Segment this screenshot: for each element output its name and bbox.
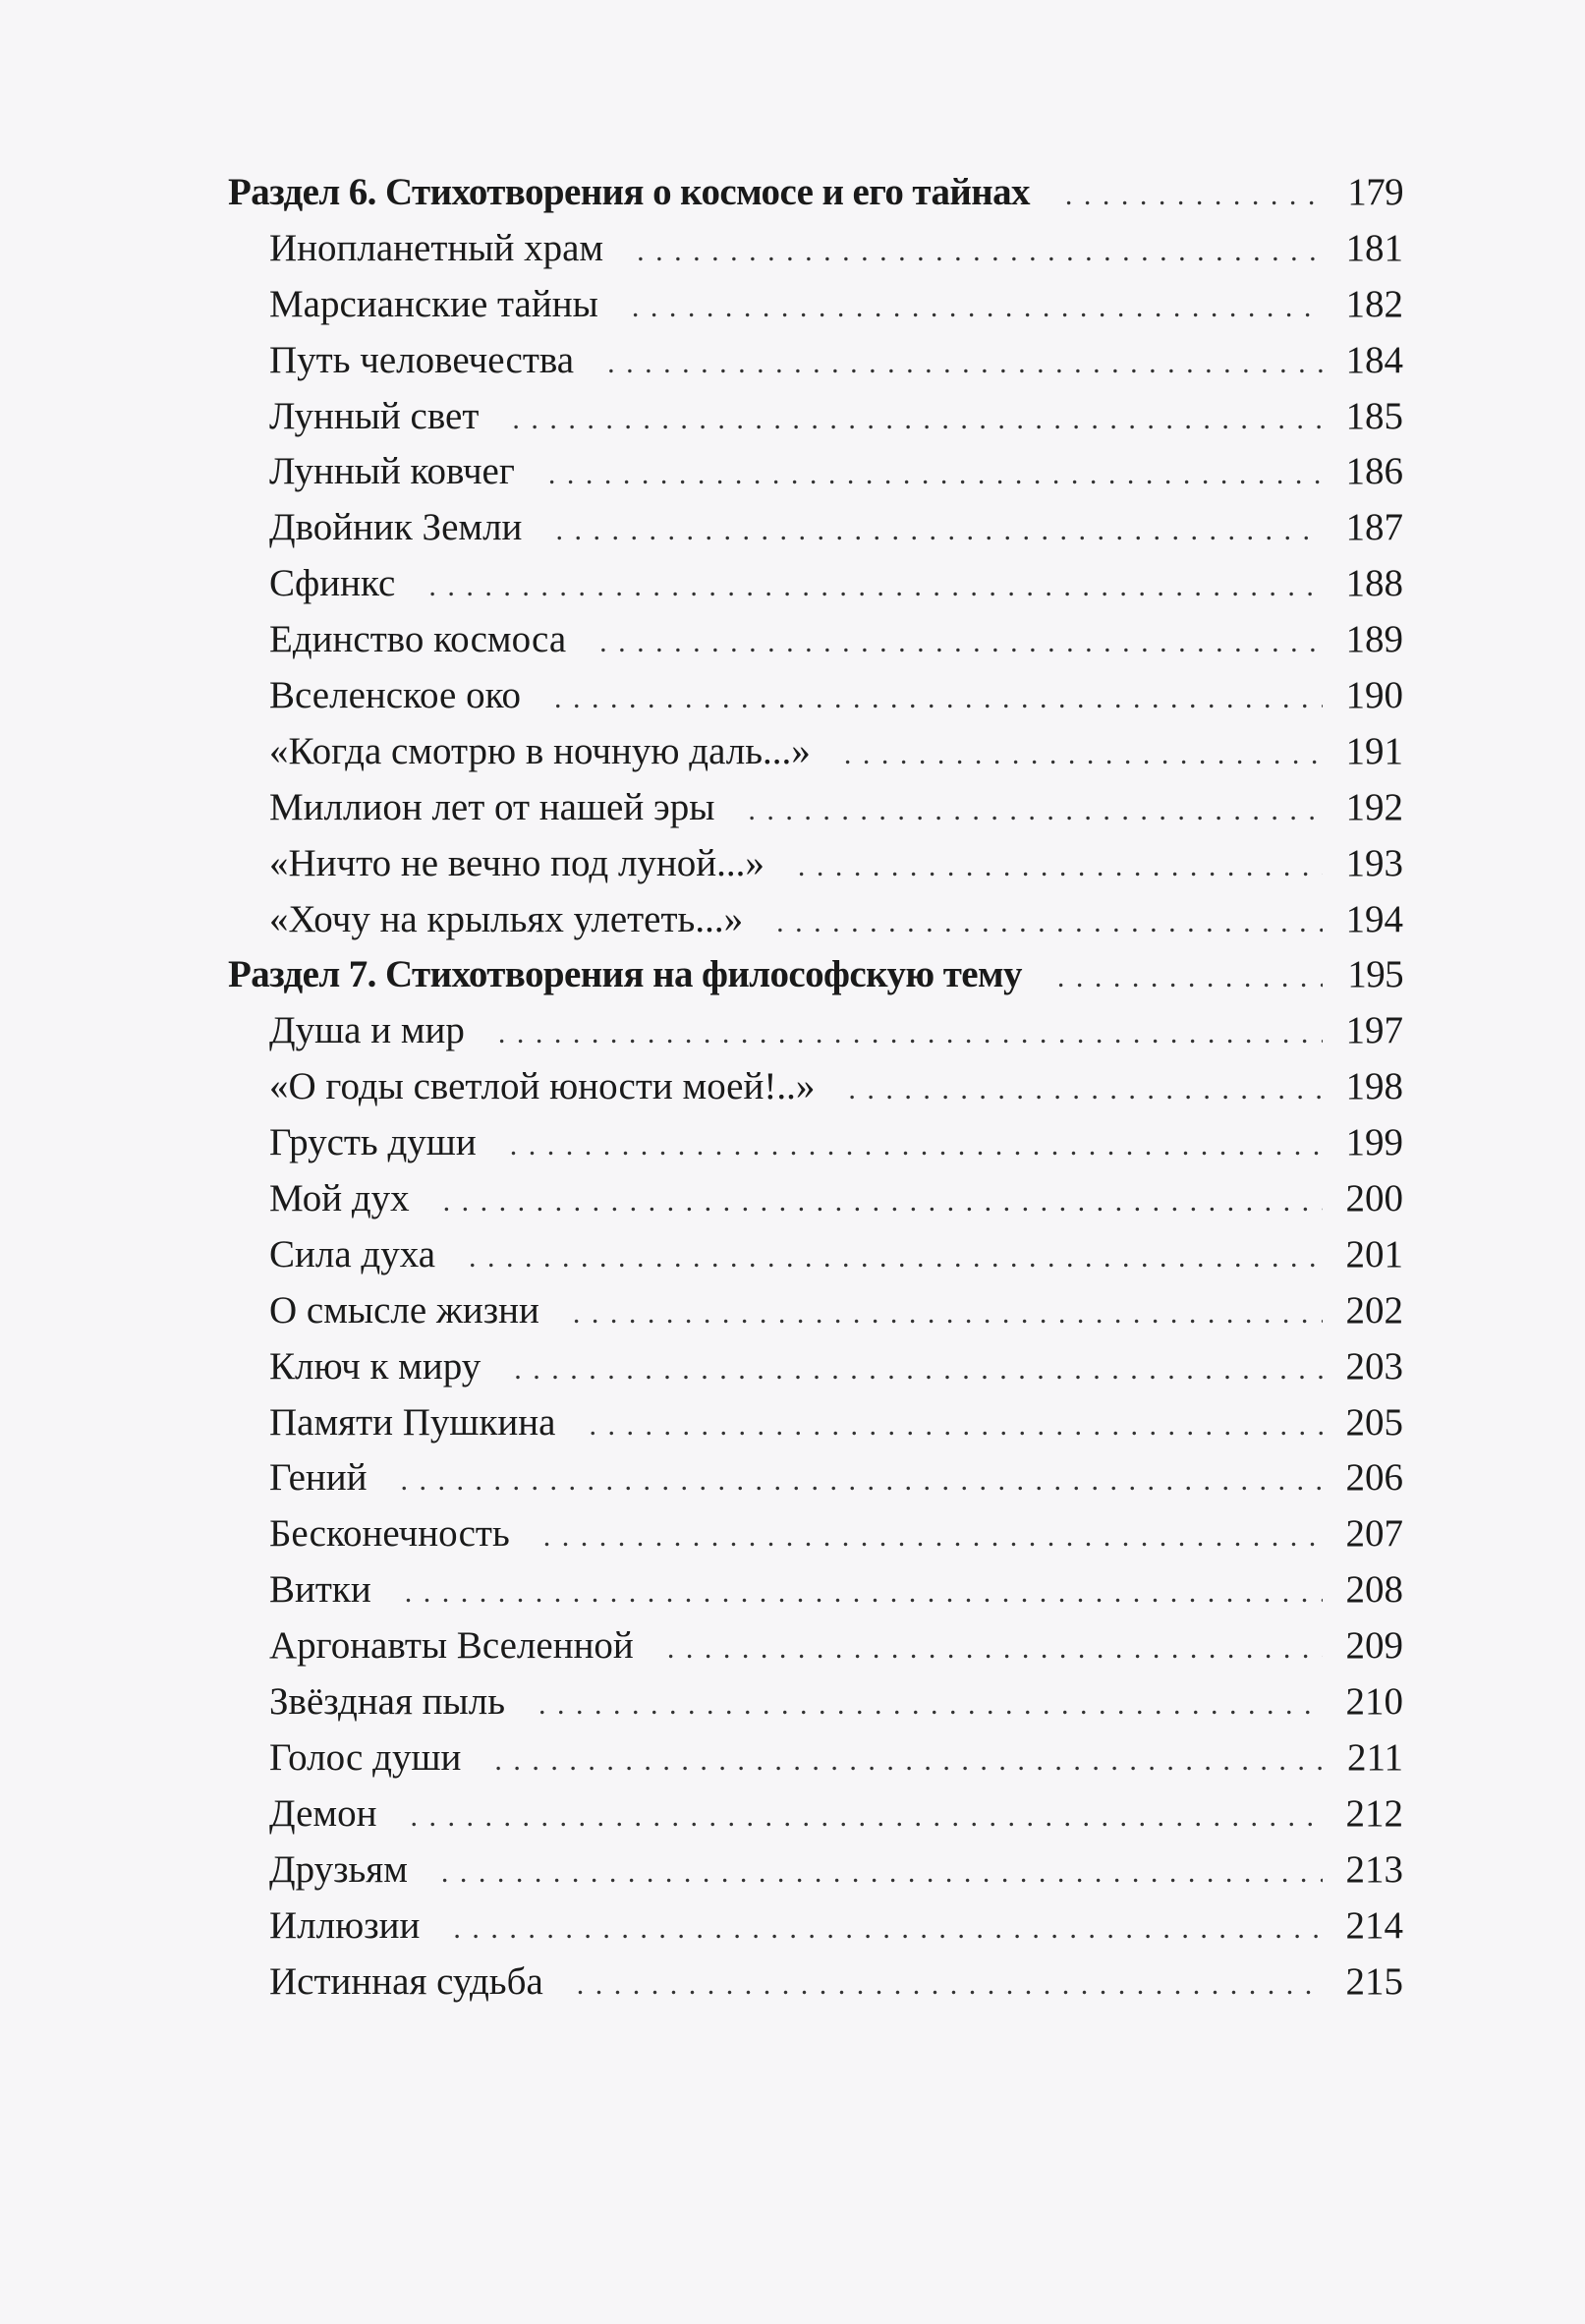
toc-title: Вселенское око [269,674,522,717]
dot-leader [512,392,1323,448]
page-number: 215 [1345,1959,1403,2003]
dot-leader [453,1901,1323,1957]
dot-leader [405,1565,1323,1621]
toc-title: Душа и мир [269,1009,465,1052]
toc-entry [228,1618,1403,1674]
toc-title: Аргонавты Вселенной [269,1624,634,1668]
toc-title: Лунный свет [269,394,480,437]
dot-leader [844,727,1323,783]
page-number: 209 [1345,1624,1403,1668]
page-number: 188 [1345,562,1403,605]
toc-entry [228,836,1403,892]
toc-entry [228,1842,1403,1899]
toc-entry [228,1506,1403,1562]
toc-title: Иллюзии [269,1903,421,1947]
toc-title: Звёздная пыль [269,1680,505,1724]
toc-title: О смысле жизни [269,1288,539,1332]
page-number: 194 [1345,897,1403,940]
page-number: 205 [1345,1400,1403,1444]
page-number: 208 [1345,1568,1403,1612]
dot-leader [667,1621,1323,1677]
page-number: 210 [1345,1680,1403,1724]
dot-leader [443,1174,1323,1230]
toc-entry [228,1674,1403,1730]
toc-entry [228,1562,1403,1618]
toc-entry [228,612,1403,668]
toc-title: Истинная судьба [269,1959,543,2003]
page-number: 191 [1345,729,1403,772]
dot-leader [637,224,1323,280]
table-of-contents [228,165,1403,2010]
toc-entry [228,1003,1403,1059]
toc-entry [228,892,1403,948]
toc-entry [228,1171,1403,1227]
toc-title: Демон [269,1791,377,1835]
toc-entry [228,1955,1403,2011]
toc-title: Марсианские тайны [269,282,598,325]
toc-entry [228,1227,1403,1283]
toc-entry [228,1899,1403,1955]
dot-leader [573,1286,1323,1342]
toc-entry [228,277,1403,333]
page-number: 193 [1345,841,1403,884]
toc-title: Единство космоса [269,618,567,661]
toc-title: Сила духа [269,1232,436,1275]
toc-entry [228,389,1403,445]
toc-title: «Хочу на крыльях улететь...» [269,897,744,940]
dot-leader [543,1509,1323,1565]
toc-title: Путь человечества [269,338,575,381]
page-number: 185 [1345,394,1403,437]
dot-leader [776,895,1323,951]
page-number: 201 [1345,1232,1403,1275]
toc-entry [228,780,1403,836]
toc-title: Сфинкс [269,562,396,605]
page-number: 207 [1345,1512,1403,1556]
dot-leader [848,1062,1323,1118]
toc-entry [228,500,1403,556]
page-number: 184 [1345,338,1403,381]
page-number: 206 [1345,1456,1403,1500]
toc-entry [228,444,1403,500]
dot-leader [428,559,1323,615]
dot-leader [469,1230,1323,1286]
toc-title: Раздел 7. Стихотворения на философскую тему [228,953,1022,996]
toc-entry [228,1730,1403,1786]
page-number: 179 [1347,171,1403,213]
toc-title: «Когда смотрю в ночную даль...» [269,729,811,772]
toc-title: «Ничто не вечно под луной...» [269,841,764,884]
page-number: 211 [1346,1735,1403,1779]
toc-entry [228,724,1403,780]
page-number: 213 [1345,1847,1403,1891]
dot-leader [748,783,1323,839]
page-number: 192 [1345,785,1403,828]
toc-title: Двойник Земли [269,506,523,549]
toc-title: Грусть души [269,1121,477,1164]
toc-section-heading [228,165,1403,221]
page-number: 203 [1345,1344,1403,1388]
page-number: 198 [1345,1065,1403,1108]
page-number: 199 [1345,1121,1403,1164]
toc-entry [228,556,1403,612]
dot-leader [632,280,1323,336]
toc-title: Витки [269,1568,371,1612]
toc-entry [228,333,1403,389]
toc-entry [228,1339,1403,1395]
toc-entry [228,1450,1403,1506]
page-number: 186 [1345,450,1403,493]
dot-leader [548,447,1323,503]
toc-title: Миллион лет от нашей эры [269,785,715,828]
dot-leader [599,615,1323,671]
toc-entry [228,1786,1403,1842]
toc-title: Голос души [269,1735,462,1779]
toc-title: Гений [269,1456,368,1500]
page-number: 189 [1345,618,1403,661]
dot-leader [410,1789,1323,1845]
toc-title: Раздел 6. Стихотворения о космосе и его тайнах [228,171,1030,213]
toc-title: Инопланетный храм [269,226,604,269]
dot-leader [441,1845,1323,1901]
page-number: 195 [1347,953,1403,996]
toc-entry [228,221,1403,277]
toc-title: Друзьям [269,1847,408,1891]
dot-leader [554,671,1323,727]
toc-title: «О годы светлой юности моей!..» [269,1065,816,1108]
toc-entry [228,1115,1403,1171]
toc-title: Памяти Пушкина [269,1400,556,1444]
dot-leader [589,1398,1323,1454]
toc-entry [228,1059,1403,1115]
dot-leader [798,839,1323,895]
dot-leader [494,1733,1323,1789]
toc-entry [228,668,1403,724]
toc-entry [228,1395,1403,1451]
toc-section-heading [228,947,1403,1003]
dot-leader [1065,168,1323,224]
toc-title: Бесконечность [269,1512,510,1556]
dot-leader [577,1957,1323,2013]
dot-leader [607,336,1323,392]
page-number: 200 [1345,1177,1403,1220]
dot-leader [510,1118,1323,1174]
page-number: 190 [1345,674,1403,717]
toc-title: Лунный ковчег [269,450,515,493]
page-number: 182 [1345,282,1403,325]
dot-leader [498,1006,1323,1062]
page-number: 212 [1345,1791,1403,1835]
dot-leader [555,503,1323,559]
dot-leader [401,1453,1324,1509]
page-number: 181 [1345,226,1403,269]
page-number: 197 [1345,1009,1403,1052]
toc-title: Мой дух [269,1177,410,1220]
page-number: 187 [1345,506,1403,549]
toc-title: Ключ к миру [269,1344,481,1388]
page-number: 202 [1345,1288,1403,1332]
dot-leader [1057,950,1323,1006]
page-number: 214 [1345,1903,1403,1947]
toc-entry [228,1283,1403,1339]
dot-leader [538,1677,1323,1733]
dot-leader [514,1342,1323,1398]
